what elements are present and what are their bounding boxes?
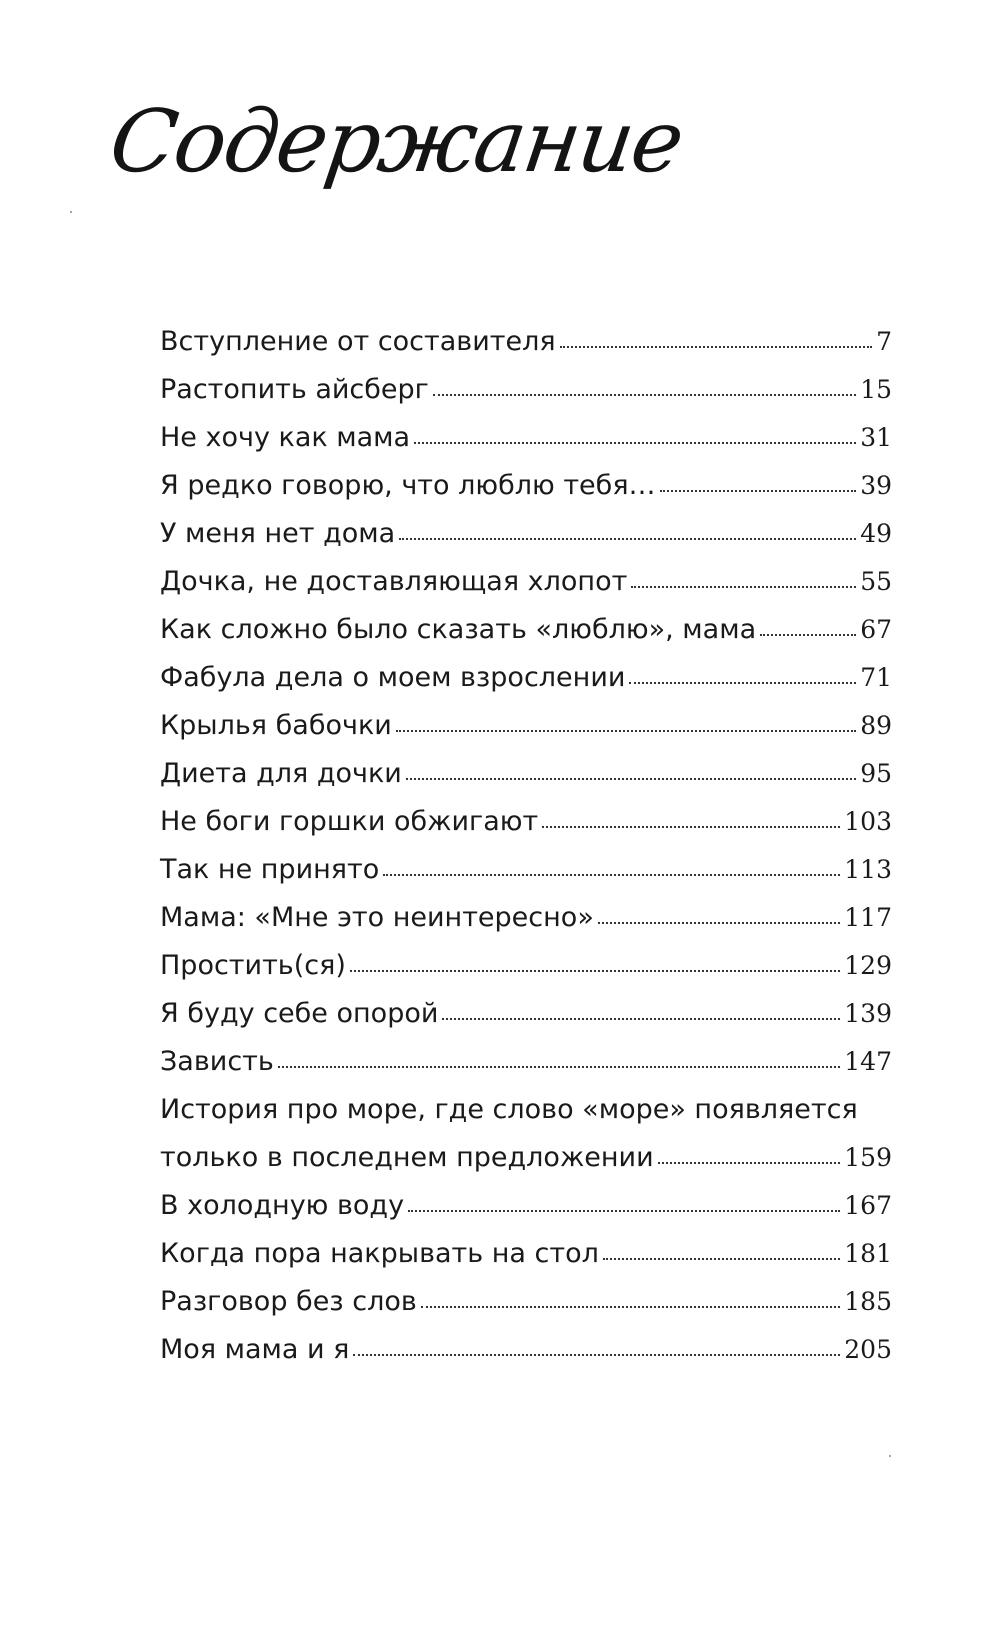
toc-entry-title: Вступление от составителя — [160, 326, 556, 357]
toc-page-number: 181 — [844, 1239, 892, 1268]
toc-entry — [160, 318, 892, 366]
toc-entry-title: Не боги горшки обжигают — [160, 806, 539, 837]
toc-entry-title: Моя мама и я — [160, 1334, 350, 1365]
toc-page-number: 67 — [860, 615, 892, 644]
toc-entry — [160, 798, 892, 846]
dot-leader — [396, 728, 856, 732]
toc-page-number: 15 — [860, 375, 892, 404]
table-of-contents — [160, 318, 892, 1374]
toc-page-number: 185 — [844, 1287, 892, 1316]
toc-entry-title: Растопить айсберг — [160, 374, 429, 405]
toc-entry-title: Я буду себе опорой — [160, 998, 439, 1029]
toc-entry-title: У меня нет дома — [160, 518, 396, 549]
toc-entry-title: Дочка, не доставляющая хлопот — [160, 566, 628, 597]
dot-leader — [631, 584, 856, 588]
toc-page-number: 95 — [860, 759, 892, 788]
toc-entry-title: Когда пора накрывать на стол — [160, 1238, 599, 1269]
toc-page-number: 129 — [844, 951, 892, 980]
toc-entry-title: Так не принято — [160, 854, 380, 885]
dot-leader — [433, 392, 856, 396]
dot-leader — [353, 1352, 840, 1356]
dot-leader — [629, 680, 856, 684]
toc-entry-title: Крылья бабочки — [160, 710, 392, 741]
toc-entry-title: только в последнем предложении — [160, 1142, 654, 1173]
dot-leader — [598, 920, 840, 924]
dot-leader — [442, 1016, 840, 1020]
dot-leader — [399, 536, 856, 540]
toc-entry-title: В холодную воду — [160, 1190, 405, 1221]
toc-entry-title: Диета для дочки — [160, 758, 402, 789]
toc-page-number: 49 — [860, 519, 892, 548]
toc-entry-title: Разговор без слов — [160, 1286, 417, 1317]
toc-entry — [160, 894, 892, 942]
dot-leader — [408, 1208, 840, 1212]
toc-entry — [160, 1230, 892, 1278]
toc-page-number: 117 — [844, 903, 892, 932]
toc-page-number: 205 — [844, 1335, 892, 1364]
toc-entry — [160, 702, 892, 750]
toc-entry — [160, 1326, 892, 1374]
toc-entry-title: Мама: «Мне это неинтересно» — [160, 902, 594, 933]
toc-page-number: 39 — [860, 471, 892, 500]
scan-speck — [889, 1455, 891, 1457]
toc-page-number: 55 — [860, 567, 892, 596]
toc-page-number: 103 — [844, 807, 892, 836]
toc-entry — [160, 558, 892, 606]
dot-leader — [350, 968, 840, 972]
toc-entry — [160, 846, 892, 894]
toc-entry-title: Фабула дела о моем взрослении — [160, 662, 626, 693]
toc-entry — [160, 750, 892, 798]
toc-entry — [160, 1278, 892, 1326]
toc-page-number: 71 — [860, 663, 892, 692]
toc-entry-title: Зависть — [160, 1046, 274, 1077]
toc-entry — [160, 1038, 892, 1086]
toc-page-number: 139 — [844, 999, 892, 1028]
dot-leader — [658, 1160, 841, 1164]
dot-leader — [421, 1304, 841, 1308]
page-title: Содержание — [104, 92, 689, 192]
dot-leader — [278, 1064, 840, 1068]
toc-page-number: 147 — [844, 1047, 892, 1076]
dot-leader — [383, 872, 840, 876]
toc-entry — [160, 1134, 892, 1182]
dot-leader — [414, 440, 856, 444]
toc-page-number: 7 — [876, 327, 892, 356]
toc-entry — [160, 990, 892, 1038]
toc-entry — [160, 510, 892, 558]
dot-leader — [560, 344, 872, 348]
toc-entry-title: Как сложно было сказать «люблю», мама — [160, 614, 757, 645]
toc-page-number: 113 — [844, 855, 892, 884]
toc-entry — [160, 462, 892, 510]
dot-leader — [660, 488, 857, 492]
toc-entry — [160, 942, 892, 990]
dot-leader — [542, 824, 840, 828]
dot-leader — [603, 1256, 840, 1260]
toc-entry — [160, 654, 892, 702]
toc-entry-first-line: История про море, где слово «море» появляется — [160, 1094, 858, 1125]
toc-page-number: 167 — [844, 1191, 892, 1220]
dot-leader — [760, 632, 856, 636]
toc-entry-title: Я редко говорю, что люблю тебя… — [160, 470, 656, 501]
toc-entry — [160, 366, 892, 414]
scan-speck — [70, 211, 72, 213]
toc-entry — [160, 414, 892, 462]
toc-page-number: 31 — [860, 423, 892, 452]
toc-entry — [160, 606, 892, 654]
toc-entry — [160, 1182, 892, 1230]
toc-page-number: 89 — [860, 711, 892, 740]
toc-entry-title: Простить(ся) — [160, 950, 346, 981]
toc-page-number: 159 — [844, 1143, 892, 1172]
toc-entry-title: Не хочу как мама — [160, 422, 411, 453]
dot-leader — [406, 776, 856, 780]
